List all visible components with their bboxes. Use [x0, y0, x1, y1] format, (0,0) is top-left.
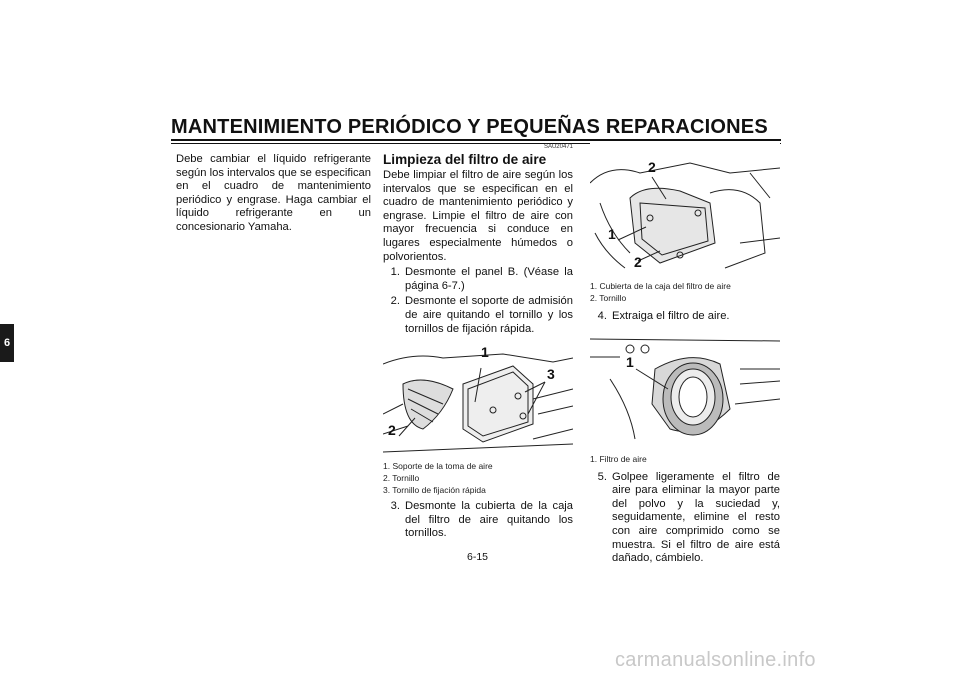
filter-cover-illustration [590, 143, 780, 276]
chapter-tab: 6 [0, 324, 14, 362]
step-3: 3. Desmonte la cubierta de la caja del filtro de aire quitando los tornillos. [390, 500, 573, 540]
page-title: MANTENIMIENTO PERIÓDICO Y PEQUEÑAS REPARACIONES [171, 116, 768, 138]
column-2 [383, 143, 573, 541]
figure2-captions: 1. Filtro de aire [590, 453, 647, 464]
air-intake-figure [383, 344, 573, 456]
callout-1: 1 [481, 344, 489, 361]
header-rule [171, 139, 781, 141]
step-5: 5. Golpee ligeramente el filtro de aire para eliminar la mayor parte del polvo y la suciedad y, seguidamente, elimine el resto con aire comprimido como se muestra. Si el filtro de aire está dañado, cámbielo. [597, 470, 780, 565]
page-number: 6-15 [467, 551, 489, 563]
section-intro: Debe limpiar el filtro de aire según los intervalos que se especifican en el cuadro de mantenimiento periódico y engrase. Limpie el filtro de aire con mayor frecuencia si conduce en lugares especialmente húmedos o polvorientos. [383, 169, 573, 263]
callout-3: 3 [547, 366, 555, 383]
step-2: 2. Desmonte el soporte de admisión de aire quitando el tornillo y los tornillos de fijación rápida. [390, 295, 573, 335]
callout-1: 1 [608, 226, 616, 242]
callout-2-top: 2 [648, 159, 656, 175]
step-1: 1. Desmonte el panel B. (Véase la página 6-7.) [390, 266, 573, 292]
callout-1: 1 [626, 353, 634, 370]
callout-2: 2 [388, 422, 396, 439]
callout-2-bottom: 2 [634, 254, 642, 270]
section-title: Limpieza del filtro de aire [383, 152, 547, 167]
air-filter-figure [590, 329, 780, 449]
air-filter-illustration [590, 329, 780, 449]
step-4: 4. Extraiga el filtro de aire. [597, 310, 730, 322]
watermark: carmanualsonline.info [615, 649, 816, 671]
column-3 [590, 143, 780, 566]
coolant-paragraph: Debe cambiar el líquido refrigerante según los intervalos que se especifican en el cuadro de mantenimiento periódico y engrase. Haga cambiar el líquido refrigerante en un concesionario Yamaha. [176, 153, 371, 233]
column-1 [176, 153, 371, 235]
figure1-captions: 1. Cubierta de la caja del filtro de aire 2. Tornillo [590, 281, 731, 303]
filter-cover-figure [590, 143, 780, 276]
air-intake-illustration [383, 344, 573, 456]
figure-captions: 1. Soporte de la toma de aire 2. Tornillo 3. Tornillo de fijación rápida [383, 461, 493, 496]
section-code: SAU20471 [543, 144, 573, 150]
